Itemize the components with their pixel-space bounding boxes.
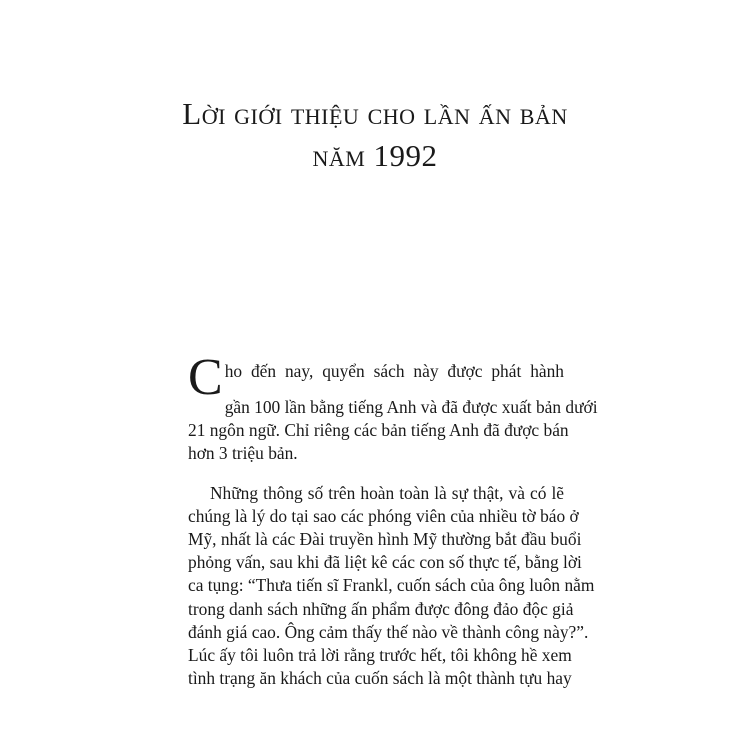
paragraph-2-line-6: trong danh sách những ấn phẩm được đông đảo độc giả — [188, 598, 574, 619]
paragraph-1-line-4: hơn 3 triệu bản. — [188, 443, 298, 464]
paragraph-2-line-5: ca tụng: “Thưa tiến sĩ Frankl, cuốn sách của ông luôn nằm — [188, 575, 595, 596]
paragraph-2-line-8: Lúc ấy tôi luôn trả lời rằng trước hết, tôi không hề xem — [188, 644, 572, 665]
drop-cap-letter: C — [188, 349, 223, 406]
paragraph-2-line-7: đánh giá cao. Ông cảm thấy thế nào về thành công này?”. — [188, 621, 589, 642]
paragraph-2-line-2: chúng là lý do tại sao các phóng viên của nhiều tờ báo ở — [188, 505, 579, 526]
chapter-title-line-2: năm 1992 — [312, 138, 438, 173]
chapter-title-line-1: Lời giới thiệu cho lần ấn bản — [182, 96, 568, 131]
paragraph-2-line-4: phỏng vấn, sau khi đã liệt kê các con số thực tế, bằng lời — [188, 552, 582, 573]
paragraph-1-line-1: ho đến nay, quyển sách này được phát hành — [224, 361, 564, 381]
paragraph-1 — [188, 349, 598, 466]
body-text — [188, 349, 598, 690]
paragraph-2-line-9: tình trạng ăn khách của cuốn sách là một thành tựu hay — [188, 668, 572, 689]
paragraph-2-line-1: Những thông số trên hoàn toàn là sự thật, và có lẽ — [210, 482, 564, 503]
paragraph-1-line-3: 21 ngôn ngữ. Chỉ riêng các bản tiếng Anh đã được bán — [188, 420, 569, 441]
paragraph-2 — [188, 482, 595, 691]
paragraph-gap — [188, 466, 564, 482]
paragraph-2-line-3: Mỹ, nhất là các Đài truyền hình Mỹ thường bắt đầu buổi — [188, 528, 582, 549]
paragraph-1-line-2: gần 100 lần bằng tiếng Anh và đã được xuất bản dưới — [224, 397, 598, 417]
